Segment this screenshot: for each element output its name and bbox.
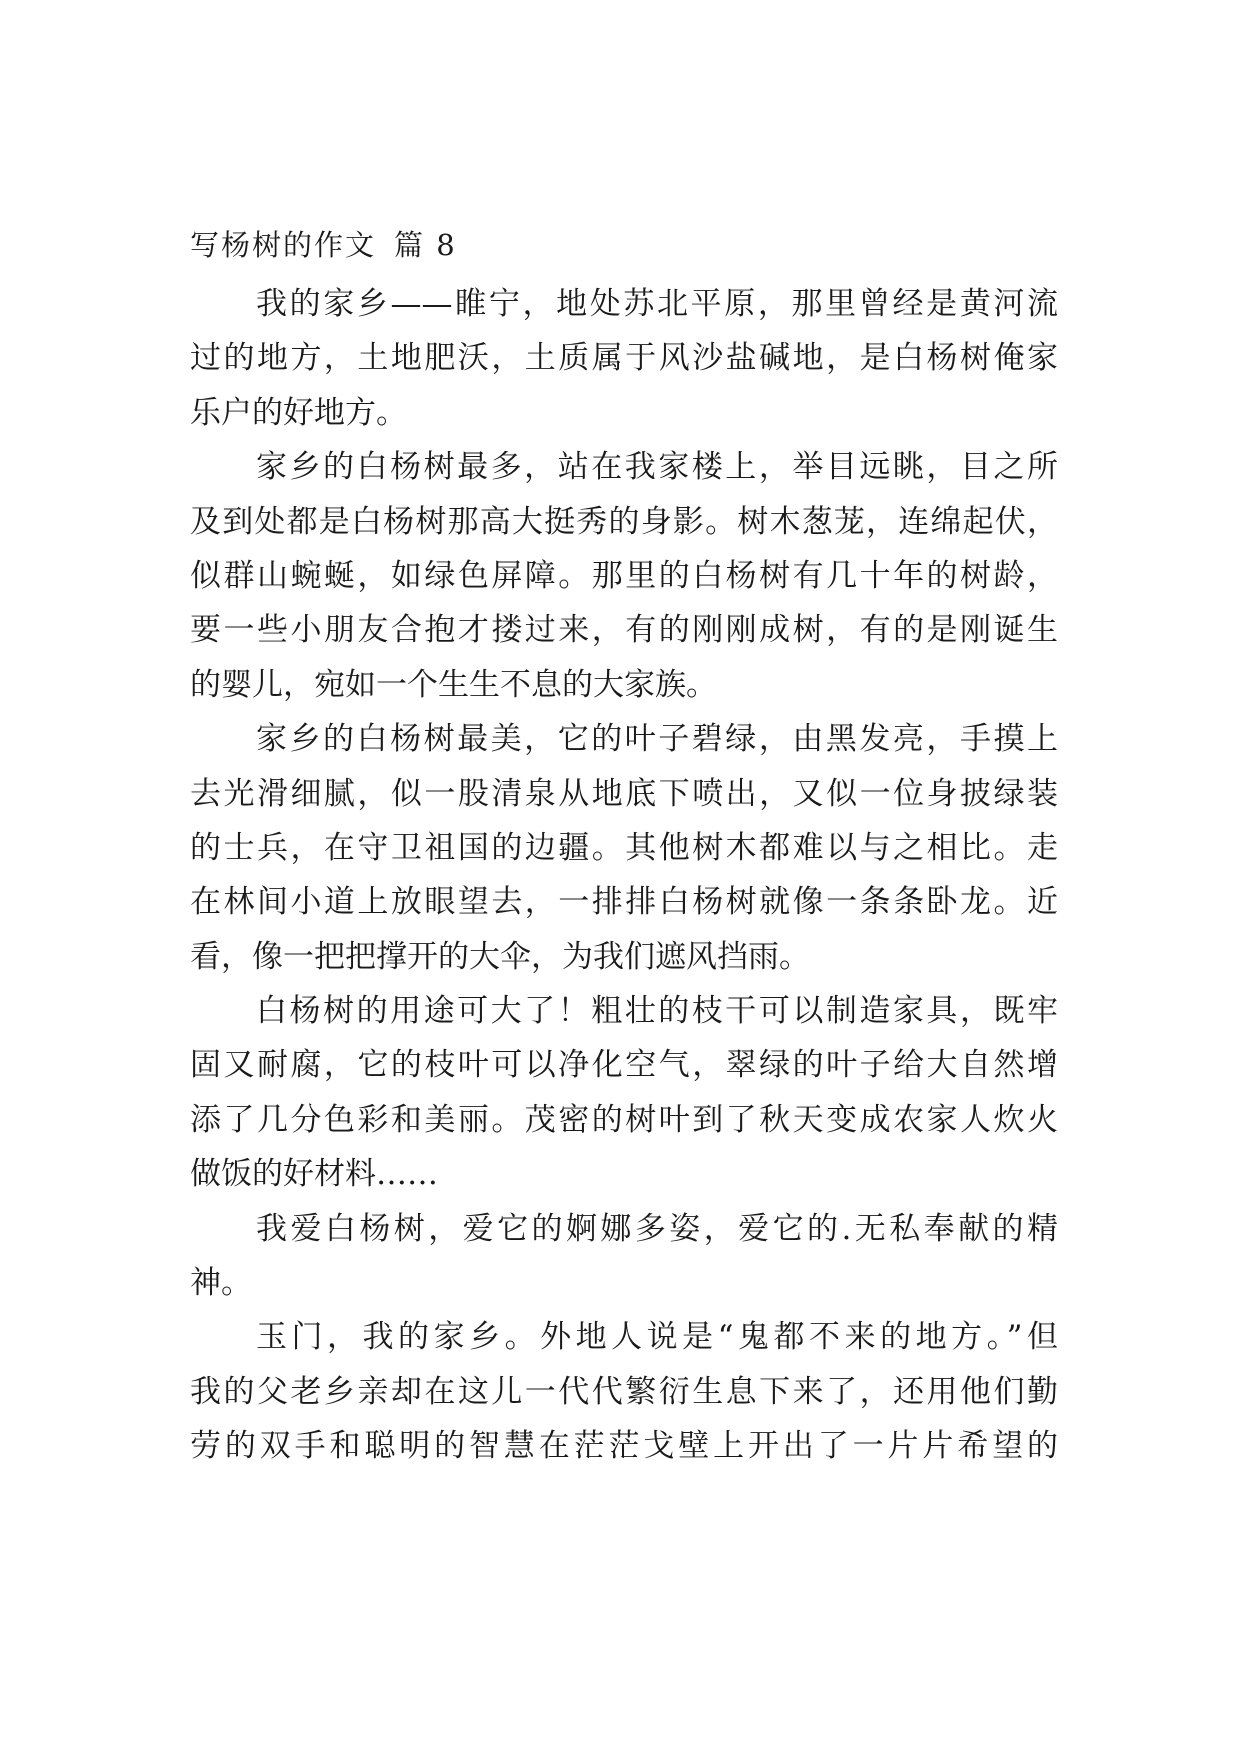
text-line: 玉门，我的家乡。外地人说是“鬼都不来的地方。”但 — [256, 1319, 1058, 1356]
text-line: 我的家乡——睢宁，地处苏北平原，那里曾经是黄河流 — [256, 286, 1058, 322]
text-line: 白杨树的用途可大了！粗壮的枝干可以制造家具，既牢 — [256, 993, 1058, 1030]
text-line: 我的父老乡亲却在这儿一代代繁衍生息下来了，还用他们勤 — [190, 1373, 1058, 1410]
text-line: 在林间小道上放眼望去，一排排白杨树就像一条条卧龙。近 — [190, 884, 1058, 921]
text-line: 神。 — [190, 1265, 252, 1302]
text-line: 要一些小朋友合抱才搂过来，有的刚刚成树，有的是刚诞生 — [190, 612, 1058, 649]
section-number: 篇 8 — [394, 228, 457, 262]
title-text: 写杨树的作文 — [190, 228, 377, 262]
text-line: 似群山蜿蜒，如绿色屏障。那里的白杨树有几十年的树龄， — [190, 557, 1058, 594]
text-line: 劳的双手和聪明的智慧在茫茫戈壁上开出了一片片希望的 — [190, 1428, 1058, 1465]
text-line: 看，像一把把撑开的大伞，为我们遮风挡雨。 — [190, 938, 810, 975]
document-title — [190, 225, 457, 265]
article-body — [190, 277, 1058, 1474]
text-line: 家乡的白杨树最多，站在我家楼上，举目远眺，目之所 — [256, 449, 1058, 486]
text-line: 过的地方，土地肥沃，土质属于风沙盐碱地，是白杨树俺家 — [190, 340, 1058, 377]
text-line: 的士兵，在守卫祖国的边疆。其他树木都难以与之相比。走 — [190, 829, 1058, 866]
text-line: 去光滑细腻，似一股清泉从地底下喷出，又似一位身披绿装 — [190, 775, 1058, 812]
text-line: 的婴儿，宛如一个生生不息的大家族。 — [190, 666, 717, 703]
text-line: 家乡的白杨树最美，它的叶子碧绿，由黑发亮，手摸上 — [256, 721, 1058, 758]
text-line: 固又耐腐，它的枝叶可以净化空气，翠绿的叶子给大自然增 — [190, 1047, 1058, 1084]
text-line: 做饭的好材料…… — [190, 1156, 438, 1193]
text-line: 及到处都是白杨树那高大挺秀的身影。树木葱茏，连绵起伏， — [190, 503, 1058, 540]
text-line: 添了几分色彩和美丽。茂密的树叶到了秋天变成农家人炊火 — [190, 1101, 1058, 1138]
text-line: 乐户的好地方。 — [190, 394, 407, 431]
text-line: 我爱白杨树，爱它的婀娜多姿，爱它的.无私奉献的精 — [256, 1210, 1058, 1247]
